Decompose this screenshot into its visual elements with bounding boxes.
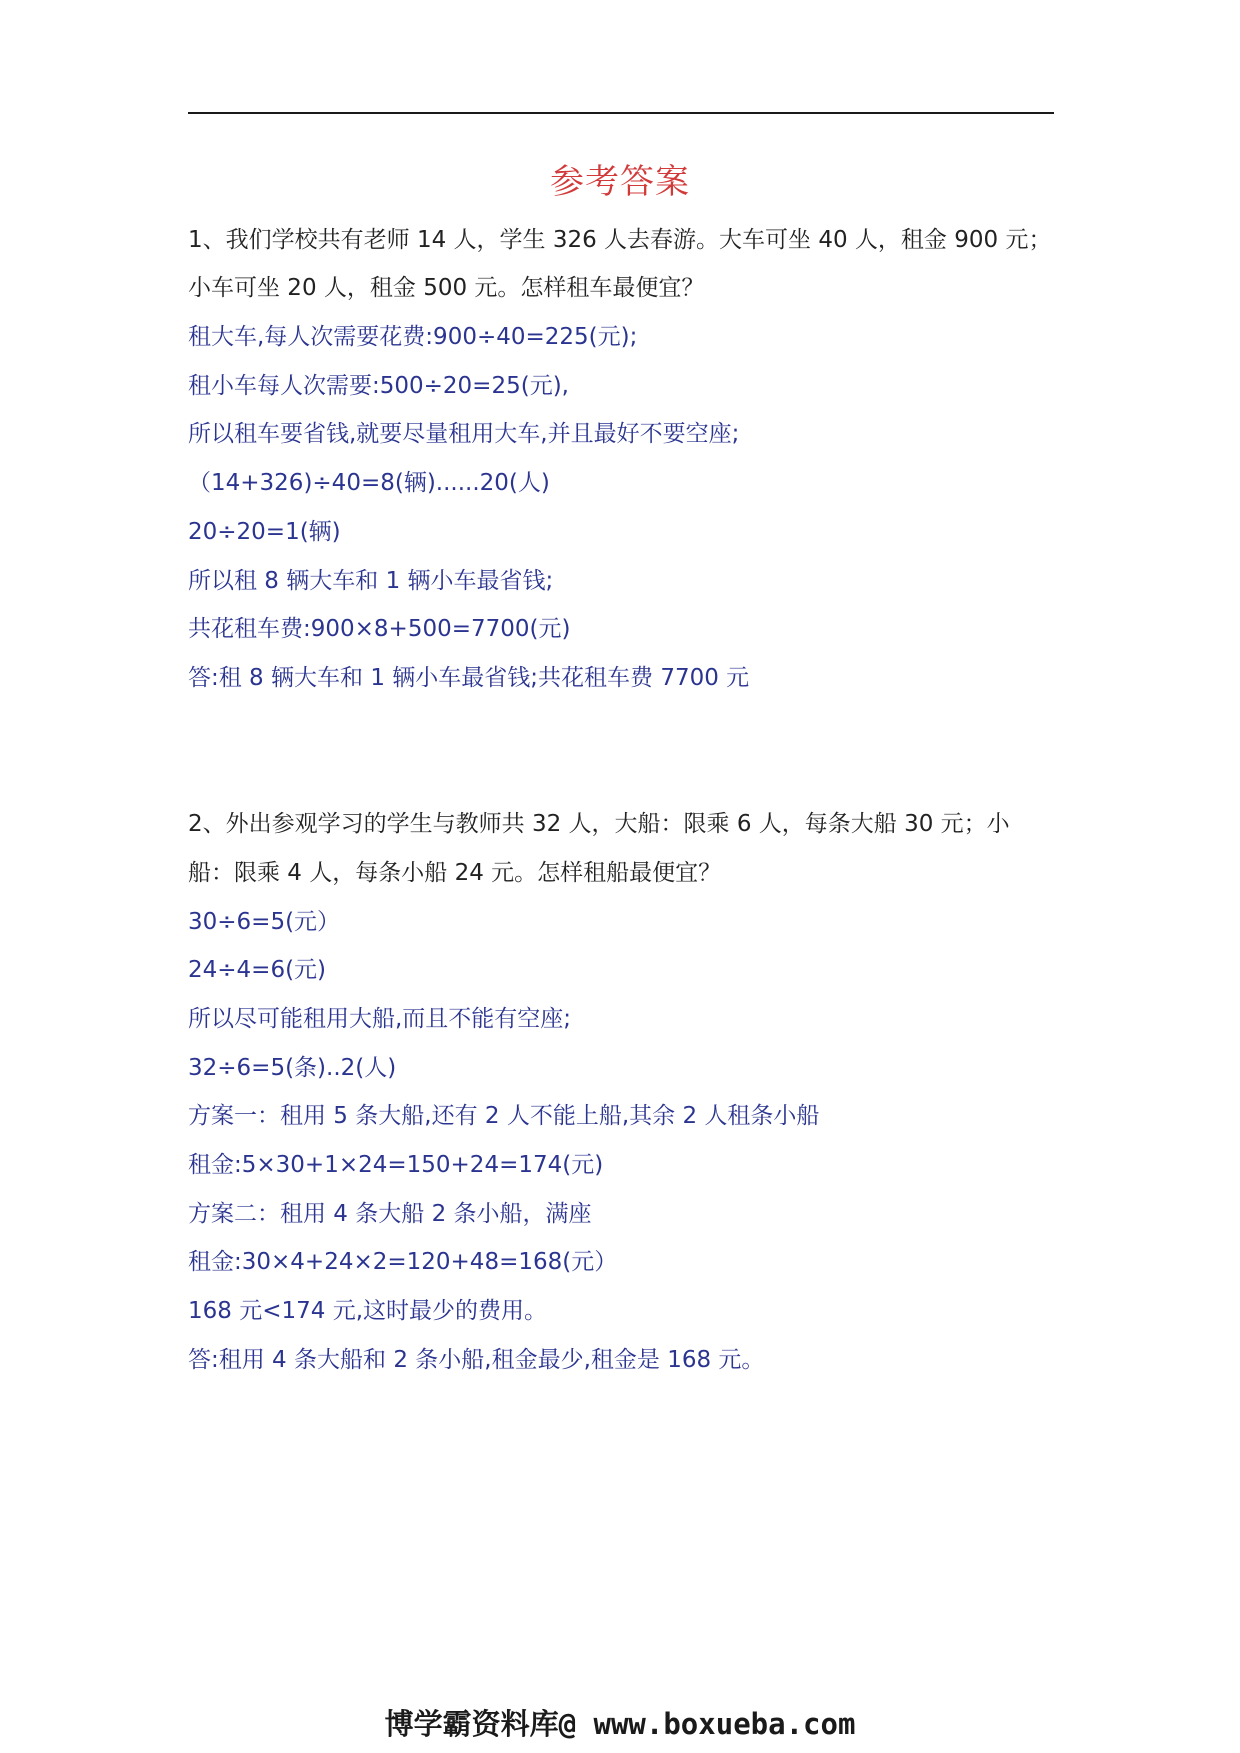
problem-2-question-line-2: 船：限乘 4 人，每条小船 24 元。怎样租船最便宜？ [188, 860, 722, 886]
problem-1-question-line-2: 小车可坐 20 人，租金 500 元。怎样租车最便宜？ [188, 275, 705, 301]
problem-1-answer-line: 租大车,每人次需要花费:900÷40=225(元); [188, 324, 638, 350]
problem-2-answer-line: 32÷6=5(条)..2(人) [188, 1055, 397, 1081]
problem-1-answer-line: 共花租车费:900×8+500=7700(元) [188, 616, 571, 642]
problem-2-answer-line: 租金:5×30+1×24=150+24=174(元) [188, 1152, 604, 1178]
problem-1-question-line-1: 1、我们学校共有老师 14 人，学生 326 人去春游。大车可坐 40 人，租金 900 元； [188, 227, 1052, 253]
site-watermark: 博学霸资料库@ www.boxueba.com [384, 1707, 856, 1741]
problem-2-plan-two: 方案二：租用 4 条大船 2 条小船，满座 [188, 1201, 592, 1227]
problem-1-answer-line: 20÷20=1(辆) [188, 519, 341, 545]
problem-2-question-line-1: 2、外出参观学习的学生与教师共 32 人，大船：限乘 6 人，每条大船 30 元；小 [188, 811, 1010, 837]
problem-1-answer-line: （14+326)÷40=8(辆)......20(人) [188, 470, 550, 496]
page-title: 参考答案 [550, 162, 690, 202]
problem-2-answer-line: 所以尽可能租用大船,而且不能有空座; [188, 1006, 572, 1032]
problem-1-answer-line: 租小车每人次需要:500÷20=25(元), [188, 373, 569, 399]
problem-2-plan-one: 方案一：租用 5 条大船,还有 2 人不能上船,其余 2 人租条小船 [188, 1103, 820, 1129]
problem-2-answer-line: 租金:30×4+24×2=120+48=168(元） [188, 1249, 618, 1275]
problem-2-final-answer: 答:租用 4 条大船和 2 条小船,租金最少,租金是 168 元。 [188, 1347, 765, 1373]
problem-2-answer-line: 24÷4=6(元) [188, 957, 327, 983]
problem-2-answer-line: 168 元<174 元,这时最少的费用。 [188, 1298, 548, 1324]
problem-2-answer-line: 30÷6=5(元） [188, 909, 341, 935]
problem-1-answer-line: 所以租 8 辆大车和 1 辆小车最省钱; [188, 568, 554, 594]
problem-1-answer-line: 所以租车要省钱,就要尽量租用大车,并且最好不要空座; [188, 421, 740, 447]
header-rule [188, 112, 1054, 114]
problem-1-final-answer: 答:租 8 辆大车和 1 辆小车最省钱;共花租车费 7700 元 [188, 665, 750, 691]
